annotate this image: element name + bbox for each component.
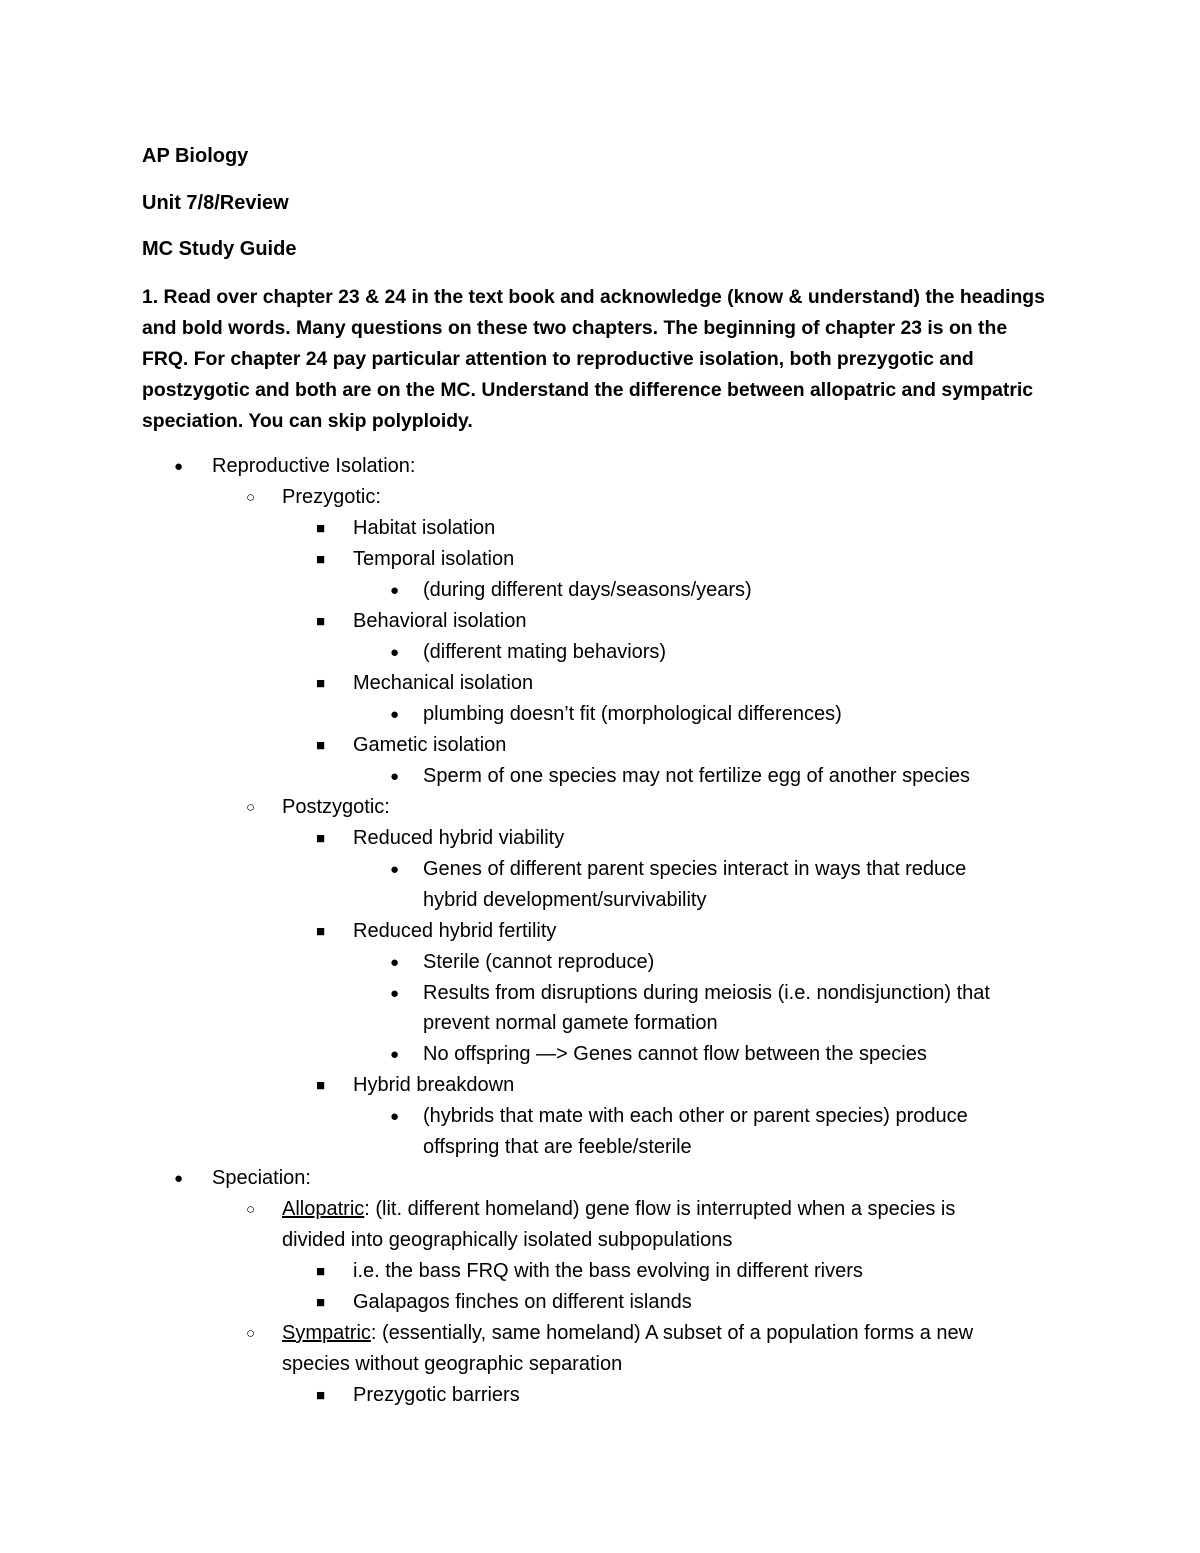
circle-bullet-icon: ○ bbox=[246, 799, 256, 816]
list-item-text: i.e. the bass FRQ with the bass evolving in different rivers bbox=[353, 1260, 863, 1282]
definition-text: : (lit. different homeland) gene flow is interrupted when a species is bbox=[364, 1198, 956, 1220]
list-item-text: Sterile (cannot reproduce) bbox=[423, 951, 655, 973]
bullet-icon: ● bbox=[174, 458, 184, 475]
list-item-text: divided into geographically isolated subpopulations bbox=[282, 1229, 733, 1251]
list-item-text: plumbing doesn’t fit (morphological differences) bbox=[423, 703, 842, 725]
list-item-gametic-note bbox=[390, 761, 970, 792]
list-item-text: Prezygotic: bbox=[282, 486, 381, 508]
square-bullet-icon: ■ bbox=[316, 520, 326, 537]
list-item-continuation bbox=[423, 1132, 692, 1163]
list-item-breakdown-note bbox=[390, 1101, 968, 1132]
list-item-fertility-note-2 bbox=[390, 978, 990, 1009]
square-bullet-icon: ■ bbox=[316, 551, 326, 568]
list-item-text: No offspring —> Genes cannot flow between the species bbox=[423, 1043, 927, 1065]
list-item-fertility bbox=[316, 916, 557, 947]
list-item-text: hybrid development/survivability bbox=[423, 889, 707, 911]
list-item-text: Sperm of one species may not fertilize egg of another species bbox=[423, 765, 970, 787]
list-item-text: Prezygotic barriers bbox=[353, 1384, 520, 1406]
circle-bullet-icon: ○ bbox=[246, 1201, 256, 1218]
list-item-text: Reduced hybrid viability bbox=[353, 827, 565, 849]
list-item-text: (hybrids that mate with each other or parent species) produce bbox=[423, 1105, 968, 1127]
list-item-text: prevent normal gamete formation bbox=[423, 1012, 718, 1034]
instructions-paragraph: 1. Read over chapter 23 & 24 in the text book and acknowledge (know & understand) the headings and bold words. Many questions on these two chapters. The beginning of chapter 23 is on the FRQ. For chapter 24 pay particular attention to reproductive isolation, both prezygotic and postzygotic and both are on the MC. Understand the difference between allopatric and sympatric speciation. You can skip polyploidy. bbox=[142, 286, 1045, 432]
list-item-speciation bbox=[174, 1163, 311, 1194]
list-item-behavioral-note bbox=[390, 637, 667, 668]
square-bullet-icon: ■ bbox=[316, 737, 326, 754]
list-item-viability-note bbox=[390, 854, 967, 885]
list-item-text: Habitat isolation bbox=[353, 517, 496, 539]
list-item-breakdown bbox=[316, 1070, 515, 1101]
list-item-allopatric-example-1 bbox=[316, 1256, 863, 1287]
bullet-icon: ● bbox=[390, 582, 400, 599]
list-item-continuation bbox=[282, 1225, 732, 1256]
unit-title: Unit 7/8/Review bbox=[142, 192, 289, 214]
list-item-mechanical bbox=[316, 668, 534, 699]
bullet-icon: ● bbox=[390, 861, 400, 878]
bullet-icon: ● bbox=[174, 1170, 184, 1187]
list-item-fertility-note-1 bbox=[390, 947, 655, 978]
list-item-temporal bbox=[316, 544, 515, 575]
bullet-icon: ● bbox=[390, 644, 400, 661]
list-item-text: Postzygotic: bbox=[282, 796, 390, 818]
term-allopatric: Allopatric bbox=[282, 1198, 365, 1220]
square-bullet-icon: ■ bbox=[316, 830, 326, 847]
list-item-text: Behavioral isolation bbox=[353, 610, 527, 632]
list-item-text: Reproductive Isolation: bbox=[212, 455, 416, 477]
list-item-text: species without geographic separation bbox=[282, 1353, 623, 1375]
list-item-postzygotic bbox=[246, 792, 390, 823]
list-item-sympatric-example-1 bbox=[316, 1380, 520, 1411]
list-item-text: Temporal isolation bbox=[353, 548, 515, 570]
list-item-text: offspring that are feeble/sterile bbox=[423, 1136, 692, 1158]
list-item-repro-isolation bbox=[174, 451, 416, 482]
square-bullet-icon: ■ bbox=[316, 613, 326, 630]
list-item-text: Hybrid breakdown bbox=[353, 1074, 515, 1096]
list-item-text: Speciation: bbox=[212, 1167, 311, 1189]
bullet-icon: ● bbox=[390, 985, 400, 1002]
list-item-text: Mechanical isolation bbox=[353, 672, 534, 694]
list-item-continuation bbox=[423, 885, 706, 916]
bullet-icon: ● bbox=[390, 954, 400, 971]
list-item-allopatric bbox=[246, 1194, 956, 1225]
bullet-icon: ● bbox=[390, 768, 400, 785]
square-bullet-icon: ■ bbox=[316, 1077, 326, 1094]
list-item-text: Genes of different parent species interact in ways that reduce bbox=[423, 858, 967, 880]
list-item-behavioral bbox=[316, 606, 527, 637]
list-item-text: Reduced hybrid fertility bbox=[353, 920, 557, 942]
square-bullet-icon: ■ bbox=[316, 1263, 326, 1280]
list-item-habitat bbox=[316, 513, 496, 544]
bullet-icon: ● bbox=[390, 706, 400, 723]
square-bullet-icon: ■ bbox=[316, 1387, 326, 1404]
list-item-continuation bbox=[282, 1349, 622, 1380]
list-item-text: Results from disruptions during meiosis (i.e. nondisjunction) that bbox=[423, 982, 990, 1004]
term-sympatric: Sympatric bbox=[282, 1322, 371, 1344]
list-item-fertility-note-3 bbox=[390, 1039, 927, 1070]
guide-title: MC Study Guide bbox=[142, 238, 297, 260]
bullet-icon: ● bbox=[390, 1108, 400, 1125]
list-item-sympatric bbox=[246, 1318, 974, 1349]
list-item-continuation bbox=[423, 1008, 718, 1039]
circle-bullet-icon: ○ bbox=[246, 1325, 256, 1342]
list-item-mechanical-note bbox=[390, 699, 842, 730]
list-item-text: Galapagos finches on different islands bbox=[353, 1291, 692, 1313]
list-item-text: (different mating behaviors) bbox=[423, 641, 667, 663]
bullet-icon: ● bbox=[390, 1046, 400, 1063]
list-item-allopatric-example-2 bbox=[316, 1287, 692, 1318]
square-bullet-icon: ■ bbox=[316, 923, 326, 940]
list-item-gametic bbox=[316, 730, 507, 761]
course-title: AP Biology bbox=[142, 145, 249, 167]
circle-bullet-icon: ○ bbox=[246, 489, 256, 506]
definition-text: : (essentially, same homeland) A subset of a population forms a new bbox=[370, 1322, 974, 1344]
list-item-viability bbox=[316, 823, 565, 854]
square-bullet-icon: ■ bbox=[316, 1294, 326, 1311]
list-item-temporal-note bbox=[390, 575, 752, 606]
list-item-text: Gametic isolation bbox=[353, 734, 507, 756]
list-item-prezygotic bbox=[246, 482, 381, 513]
square-bullet-icon: ■ bbox=[316, 675, 326, 692]
list-item-text: (during different days/seasons/years) bbox=[423, 579, 752, 601]
